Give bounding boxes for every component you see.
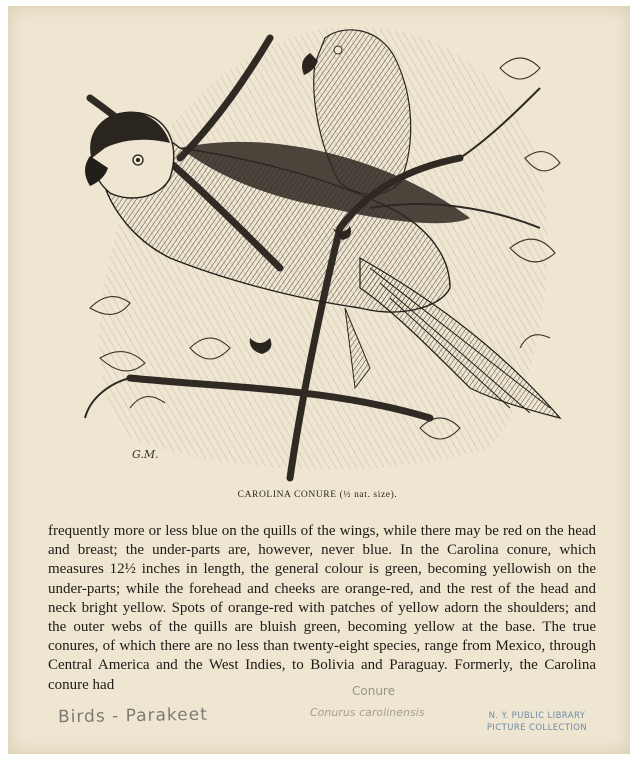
figure-caption: CAROLINA CONURE (½ nat. size). [237,490,398,500]
body-line: the rest of the head and neck bright yellow. Spots of orange-red with patches of [48,580,597,616]
body-line: frequently more or less blue on the quills of the wings, while there may be red on [48,523,542,539]
body-line: yellow adorn the shoulders; and the outer webs of the quills are bluish green, [48,599,597,636]
library-stamp [478,710,596,734]
stamp-line: PICTURE COLLECTION [486,723,588,733]
body-line: yellowish on the under-parts; while the forehead and cheeks are orange-red, and [48,561,597,597]
body-line: the West Indies, to Bolivia and Paraguay. Formerly, the Carolina conure had [48,657,597,693]
handwritten-category: Birds - Parakeet [57,704,208,728]
stamp-line: N. Y. PUBLIC LIBRARY [488,711,586,721]
handwritten-latin-name: Conurus carolinensis [310,706,425,719]
body-line: than twenty-eight species, range from Mexico, through Central America and [48,638,596,674]
body-line: conure, which measures 12½ inches in length, the general colour is green, becoming [48,542,597,578]
parrot-engraving [70,8,570,490]
body-line: the head and breast; the under-parts are, however, never blue. In the Carolina [48,523,597,559]
handwritten-common-name: Conure [352,684,395,698]
body-text [48,522,596,695]
artist-signature: G.M. [132,448,159,461]
body-line: becoming yellow at the base. The true conures, of which there are no less [48,619,596,655]
